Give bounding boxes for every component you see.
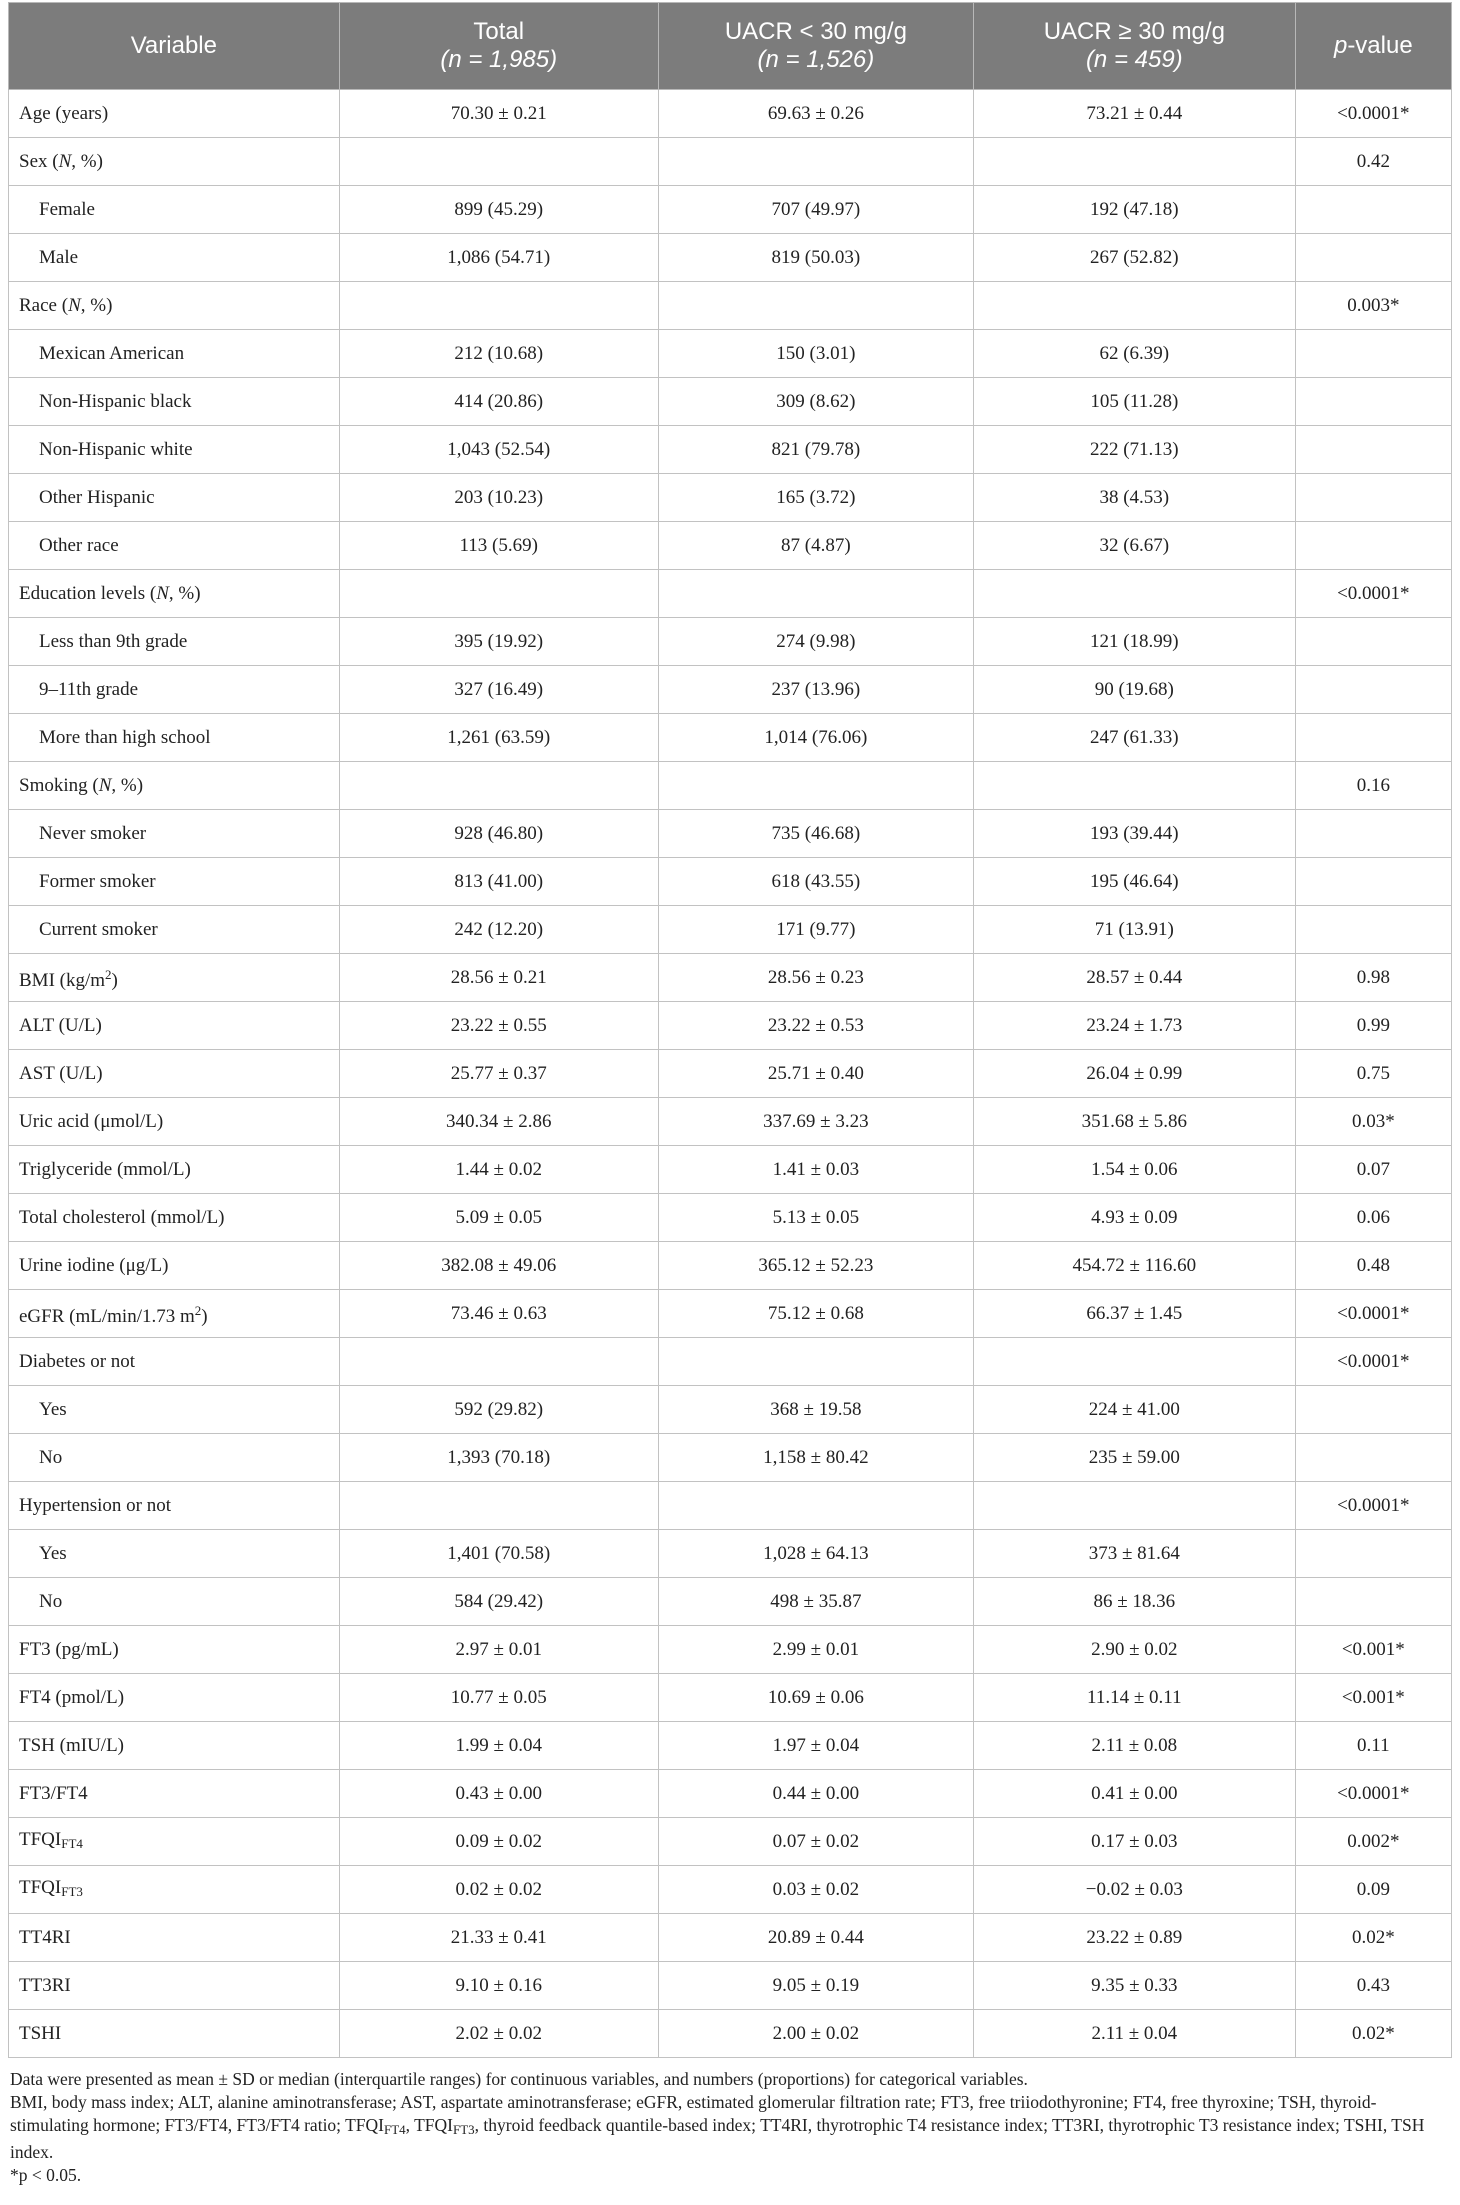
row-variable-label: No [9, 1578, 340, 1626]
row-total-value: 28.56 ± 0.21 [339, 954, 658, 1002]
row-p-value: 0.002* [1295, 1818, 1451, 1866]
row-p-value: 0.07 [1295, 1146, 1451, 1194]
row-uacr-low-value: 365.12 ± 52.23 [658, 1242, 973, 1290]
footnote-significance: *p < 0.05. [10, 2165, 82, 2185]
row-variable-label: TSHI [9, 2010, 340, 2058]
row-p-value [1295, 1578, 1451, 1626]
row-uacr-high-value: 454.72 ± 116.60 [973, 1242, 1295, 1290]
row-uacr-high-value: 222 (71.13) [973, 426, 1295, 474]
row-total-value [339, 1482, 658, 1530]
row-total-value: 10.77 ± 0.05 [339, 1674, 658, 1722]
row-variable-label: $TFQI_{FT4}$ [9, 1818, 340, 1866]
row-variable-label: Mexican American [9, 330, 340, 378]
row-p-value [1295, 714, 1451, 762]
row-uacr-high-value: 267 (52.82) [973, 234, 1295, 282]
row-uacr-high-value: 2.11 ± 0.04 [973, 2010, 1295, 2058]
row-uacr-high-value: 11.14 ± 0.11 [973, 1674, 1295, 1722]
row-uacr-high-value: 235 ± 59.00 [973, 1434, 1295, 1482]
table-row [9, 1914, 1452, 1962]
row-p-value: <0.0001* [1295, 1338, 1451, 1386]
row-variable-label: TT3RI [9, 1962, 340, 2010]
row-p-value [1295, 234, 1451, 282]
row-uacr-high-value: 1.54 ± 0.06 [973, 1146, 1295, 1194]
row-variable-label: Other race [9, 522, 340, 570]
row-total-value: 1.99 ± 0.04 [339, 1722, 658, 1770]
header-row [9, 3, 1452, 90]
row-p-value: 0.48 [1295, 1242, 1451, 1290]
row-p-value: 0.43 [1295, 1962, 1451, 2010]
row-total-value: 73.46 ± 0.63 [339, 1290, 658, 1338]
row-p-value [1295, 186, 1451, 234]
row-uacr-low-value: 819 (50.03) [658, 234, 973, 282]
table-row [9, 1098, 1452, 1146]
row-total-value: 899 (45.29) [339, 186, 658, 234]
row-variable-label: $TFQI_{FT3}$ [9, 1866, 340, 1914]
table-row [9, 1146, 1452, 1194]
row-variable-label: Age (years) [9, 90, 340, 138]
row-p-value: <0.001* [1295, 1626, 1451, 1674]
table-row [9, 426, 1452, 474]
row-uacr-high-value: 121 (18.99) [973, 618, 1295, 666]
table-row [9, 1770, 1452, 1818]
row-uacr-low-value: 1,028 ± 64.13 [658, 1530, 973, 1578]
row-uacr-high-value: 38 (4.53) [973, 474, 1295, 522]
row-uacr-low-value: 10.69 ± 0.06 [658, 1674, 973, 1722]
table-row [9, 138, 1452, 186]
row-variable-label: FT3 (pg/mL) [9, 1626, 340, 1674]
row-variable-label: Total cholesterol (mmol/L) [9, 1194, 340, 1242]
row-p-value: 0.98 [1295, 954, 1451, 1002]
row-p-value: <0.0001* [1295, 570, 1451, 618]
row-uacr-low-value: 0.03 ± 0.02 [658, 1866, 973, 1914]
header-p-value: p-value [1295, 3, 1451, 90]
header-high-n: (n = 459) [1085, 46, 1183, 73]
row-variable-label: TSH (mIU/L) [9, 1722, 340, 1770]
table-row [9, 1242, 1452, 1290]
row-uacr-high-value: 23.24 ± 1.73 [973, 1002, 1295, 1050]
row-variable-label: Smoking (N, %) [9, 762, 340, 810]
table-row [9, 666, 1452, 714]
row-p-value: 0.003* [1295, 282, 1451, 330]
row-variable-label: Current smoker [9, 906, 340, 954]
row-p-value: 0.75 [1295, 1050, 1451, 1098]
row-p-value [1295, 1530, 1451, 1578]
row-uacr-low-value: 821 (79.78) [658, 426, 973, 474]
row-uacr-low-value: 498 ± 35.87 [658, 1578, 973, 1626]
row-p-value [1295, 1434, 1451, 1482]
row-total-value: 340.34 ± 2.86 [339, 1098, 658, 1146]
row-p-value: <0.0001* [1295, 1290, 1451, 1338]
row-total-value [339, 1338, 658, 1386]
row-variable-label: eGFR (mL/min/1.73 $m^2$) [9, 1290, 340, 1338]
row-variable-label: Diabetes or not [9, 1338, 340, 1386]
row-total-value: 0.09 ± 0.02 [339, 1818, 658, 1866]
header-low-n: (n = 1,526) [757, 46, 875, 73]
row-uacr-high-value [973, 1482, 1295, 1530]
row-p-value [1295, 1386, 1451, 1434]
row-total-value: 203 (10.23) [339, 474, 658, 522]
table-row [9, 186, 1452, 234]
row-total-value [339, 138, 658, 186]
row-total-value: 327 (16.49) [339, 666, 658, 714]
row-variable-label: More than high school [9, 714, 340, 762]
row-uacr-low-value: 274 (9.98) [658, 618, 973, 666]
row-p-value: 0.02* [1295, 1914, 1451, 1962]
row-uacr-high-value [973, 570, 1295, 618]
row-uacr-high-value: 0.17 ± 0.03 [973, 1818, 1295, 1866]
table-row [9, 2010, 1452, 2058]
table-footnotes [8, 2068, 1452, 2187]
row-total-value: 0.02 ± 0.02 [339, 1866, 658, 1914]
table-row [9, 1386, 1452, 1434]
row-variable-label: AST (U/L) [9, 1050, 340, 1098]
table-row [9, 90, 1452, 138]
footnote-abbreviations: BMI, body mass index; ALT, alanine aminotransferase; AST, aspartate aminotransferase; eGFR, estimated glomerular filtration rate; FT3, free triiodothyronine; FT4, free thyroxine; TSH, thyroid-stimulating hormone; FT3/FT4, FT3/FT4 ratio; $TFQI_{FT4}$, $TFQI_{FT3}$, thyroid feedback quantile-based index; TT4RI, thyrotrophic T4 resistance index; TT3RI, thyrotrophic T3 resistance index; TSHI, TSH index. [10, 2092, 1425, 2162]
row-total-value: 25.77 ± 0.37 [339, 1050, 658, 1098]
row-p-value [1295, 810, 1451, 858]
row-total-value: 382.08 ± 49.06 [339, 1242, 658, 1290]
row-variable-label: Yes [9, 1530, 340, 1578]
table-row [9, 906, 1452, 954]
row-uacr-high-value: 90 (19.68) [973, 666, 1295, 714]
row-p-value: <0.001* [1295, 1674, 1451, 1722]
footnote-data-description: Data were presented as mean ± SD or median (interquartile ranges) for continuous variables, and numbers (proportions) for categorical variables. [10, 2069, 1028, 2089]
row-total-value: 1,401 (70.58) [339, 1530, 658, 1578]
row-total-value: 584 (29.42) [339, 1578, 658, 1626]
row-uacr-low-value: 309 (8.62) [658, 378, 973, 426]
table-row [9, 714, 1452, 762]
row-uacr-low-value: 150 (3.01) [658, 330, 973, 378]
row-total-value: 242 (12.20) [339, 906, 658, 954]
row-uacr-high-value [973, 1338, 1295, 1386]
row-total-value: 70.30 ± 0.21 [339, 90, 658, 138]
row-total-value: 21.33 ± 0.41 [339, 1914, 658, 1962]
row-uacr-low-value: 25.71 ± 0.40 [658, 1050, 973, 1098]
row-uacr-high-value: 193 (39.44) [973, 810, 1295, 858]
table-row [9, 1194, 1452, 1242]
row-total-value: 0.43 ± 0.00 [339, 1770, 658, 1818]
row-p-value [1295, 474, 1451, 522]
row-total-value: 414 (20.86) [339, 378, 658, 426]
row-uacr-high-value: 23.22 ± 0.89 [973, 1914, 1295, 1962]
header-variable: Variable [9, 3, 340, 90]
row-variable-label: Non-Hispanic black [9, 378, 340, 426]
row-uacr-low-value: 20.89 ± 0.44 [658, 1914, 973, 1962]
table-row [9, 1050, 1452, 1098]
row-total-value: 9.10 ± 0.16 [339, 1962, 658, 2010]
row-total-value: 5.09 ± 0.05 [339, 1194, 658, 1242]
row-p-value: 0.42 [1295, 138, 1451, 186]
table-row [9, 378, 1452, 426]
table-row [9, 330, 1452, 378]
row-uacr-low-value [658, 138, 973, 186]
table-row [9, 954, 1452, 1002]
row-p-value [1295, 906, 1451, 954]
row-variable-label: Less than 9th grade [9, 618, 340, 666]
row-p-value: 0.99 [1295, 1002, 1451, 1050]
row-p-value: 0.09 [1295, 1866, 1451, 1914]
table-row [9, 1002, 1452, 1050]
row-uacr-low-value: 735 (46.68) [658, 810, 973, 858]
row-uacr-low-value: 5.13 ± 0.05 [658, 1194, 973, 1242]
row-uacr-high-value: 2.90 ± 0.02 [973, 1626, 1295, 1674]
row-uacr-low-value: 1,014 (76.06) [658, 714, 973, 762]
row-uacr-high-value: 73.21 ± 0.44 [973, 90, 1295, 138]
row-variable-label: Yes [9, 1386, 340, 1434]
row-p-value [1295, 618, 1451, 666]
row-uacr-high-value [973, 762, 1295, 810]
table-container [8, 2, 1452, 2187]
row-variable-label: Female [9, 186, 340, 234]
row-total-value: 212 (10.68) [339, 330, 658, 378]
row-uacr-high-value: 71 (13.91) [973, 906, 1295, 954]
row-total-value: 2.97 ± 0.01 [339, 1626, 658, 1674]
table-row [9, 1866, 1452, 1914]
row-uacr-low-value: 165 (3.72) [658, 474, 973, 522]
row-variable-label: No [9, 1434, 340, 1482]
row-uacr-low-value: 87 (4.87) [658, 522, 973, 570]
row-uacr-high-value [973, 282, 1295, 330]
row-uacr-low-value: 0.07 ± 0.02 [658, 1818, 973, 1866]
table-row [9, 522, 1452, 570]
row-total-value: 1,393 (70.18) [339, 1434, 658, 1482]
row-uacr-low-value [658, 1338, 973, 1386]
row-variable-label: Uric acid (μmol/L) [9, 1098, 340, 1146]
row-uacr-high-value: 192 (47.18) [973, 186, 1295, 234]
row-p-value [1295, 330, 1451, 378]
table-row [9, 1578, 1452, 1626]
table-row [9, 762, 1452, 810]
row-uacr-high-value: −0.02 ± 0.03 [973, 1866, 1295, 1914]
row-uacr-high-value: 247 (61.33) [973, 714, 1295, 762]
row-total-value: 1,261 (63.59) [339, 714, 658, 762]
row-total-value [339, 762, 658, 810]
row-uacr-high-value: 86 ± 18.36 [973, 1578, 1295, 1626]
table-row [9, 1530, 1452, 1578]
table-body [9, 90, 1452, 2058]
header-total: Total (n = 1,985) [339, 3, 658, 90]
row-variable-label: Race (N, %) [9, 282, 340, 330]
table-row [9, 234, 1452, 282]
row-uacr-high-value: 2.11 ± 0.08 [973, 1722, 1295, 1770]
table-row [9, 1338, 1452, 1386]
row-uacr-low-value [658, 762, 973, 810]
row-uacr-low-value [658, 282, 973, 330]
row-variable-label: FT3/FT4 [9, 1770, 340, 1818]
characteristics-table [8, 2, 1452, 2058]
row-p-value: 0.02* [1295, 2010, 1451, 2058]
row-p-value [1295, 666, 1451, 714]
row-uacr-high-value: 0.41 ± 0.00 [973, 1770, 1295, 1818]
row-variable-label: Urine iodine (μg/L) [9, 1242, 340, 1290]
row-p-value: 0.16 [1295, 762, 1451, 810]
row-uacr-high-value: 9.35 ± 0.33 [973, 1962, 1295, 2010]
header-uacr-low: UACR < 30 mg/g (n = 1,526) [658, 3, 973, 90]
table-row [9, 1290, 1452, 1338]
row-uacr-low-value: 0.44 ± 0.00 [658, 1770, 973, 1818]
row-uacr-low-value: 1.41 ± 0.03 [658, 1146, 973, 1194]
table-row [9, 1626, 1452, 1674]
row-variable-label: Non-Hispanic white [9, 426, 340, 474]
table-row [9, 1962, 1452, 2010]
row-total-value: 2.02 ± 0.02 [339, 2010, 658, 2058]
table-row [9, 282, 1452, 330]
row-uacr-low-value: 2.99 ± 0.01 [658, 1626, 973, 1674]
row-uacr-high-value: 4.93 ± 0.09 [973, 1194, 1295, 1242]
row-p-value: <0.0001* [1295, 90, 1451, 138]
row-variable-label: Male [9, 234, 340, 282]
row-p-value: 0.11 [1295, 1722, 1451, 1770]
row-variable-label: TT4RI [9, 1914, 340, 1962]
row-total-value: 113 (5.69) [339, 522, 658, 570]
row-total-value: 592 (29.82) [339, 1386, 658, 1434]
table-row [9, 1818, 1452, 1866]
row-total-value: 1.44 ± 0.02 [339, 1146, 658, 1194]
row-uacr-low-value: 368 ± 19.58 [658, 1386, 973, 1434]
row-uacr-high-value: 32 (6.67) [973, 522, 1295, 570]
row-p-value: <0.0001* [1295, 1770, 1451, 1818]
table-row [9, 1434, 1452, 1482]
row-variable-label: Never smoker [9, 810, 340, 858]
row-p-value: <0.0001* [1295, 1482, 1451, 1530]
table-row [9, 1482, 1452, 1530]
table-row [9, 618, 1452, 666]
row-uacr-low-value: 23.22 ± 0.53 [658, 1002, 973, 1050]
row-uacr-high-value: 195 (46.64) [973, 858, 1295, 906]
row-uacr-high-value: 105 (11.28) [973, 378, 1295, 426]
table-row [9, 1722, 1452, 1770]
row-uacr-low-value: 1,158 ± 80.42 [658, 1434, 973, 1482]
table-row [9, 570, 1452, 618]
row-uacr-low-value: 618 (43.55) [658, 858, 973, 906]
row-p-value [1295, 858, 1451, 906]
row-uacr-high-value [973, 138, 1295, 186]
row-total-value: 928 (46.80) [339, 810, 658, 858]
row-p-value [1295, 378, 1451, 426]
row-uacr-low-value: 237 (13.96) [658, 666, 973, 714]
row-p-value: 0.03* [1295, 1098, 1451, 1146]
row-uacr-low-value: 337.69 ± 3.23 [658, 1098, 973, 1146]
row-uacr-low-value: 69.63 ± 0.26 [658, 90, 973, 138]
row-total-value: 395 (19.92) [339, 618, 658, 666]
row-variable-label: Triglyceride (mmol/L) [9, 1146, 340, 1194]
row-uacr-high-value: 373 ± 81.64 [973, 1530, 1295, 1578]
row-uacr-low-value [658, 570, 973, 618]
row-variable-label: ALT (U/L) [9, 1002, 340, 1050]
table-row [9, 474, 1452, 522]
header-uacr-high: UACR ≥ 30 mg/g (n = 459) [973, 3, 1295, 90]
row-variable-label: 9–11th grade [9, 666, 340, 714]
row-total-value [339, 570, 658, 618]
row-variable-label: BMI $(kg/m^2)$ [9, 954, 340, 1002]
row-uacr-high-value: 26.04 ± 0.99 [973, 1050, 1295, 1098]
row-uacr-high-value: 62 (6.39) [973, 330, 1295, 378]
row-variable-label: Other Hispanic [9, 474, 340, 522]
row-uacr-low-value [658, 1482, 973, 1530]
row-total-value: 813 (41.00) [339, 858, 658, 906]
row-total-value: 1,086 (54.71) [339, 234, 658, 282]
header-total-n: (n = 1,985) [440, 46, 558, 73]
row-uacr-high-value: 351.68 ± 5.86 [973, 1098, 1295, 1146]
row-p-value [1295, 522, 1451, 570]
row-variable-label: Former smoker [9, 858, 340, 906]
row-uacr-low-value: 2.00 ± 0.02 [658, 2010, 973, 2058]
row-variable-label: Sex (N, %) [9, 138, 340, 186]
row-uacr-low-value: 1.97 ± 0.04 [658, 1722, 973, 1770]
row-uacr-low-value: 75.12 ± 0.68 [658, 1290, 973, 1338]
row-uacr-low-value: 171 (9.77) [658, 906, 973, 954]
table-row [9, 810, 1452, 858]
row-variable-label: Education levels (N, %) [9, 570, 340, 618]
row-uacr-high-value: 28.57 ± 0.44 [973, 954, 1295, 1002]
row-uacr-high-value: 224 ± 41.00 [973, 1386, 1295, 1434]
row-p-value: 0.06 [1295, 1194, 1451, 1242]
table-row [9, 858, 1452, 906]
row-total-value [339, 282, 658, 330]
row-uacr-low-value: 28.56 ± 0.23 [658, 954, 973, 1002]
row-variable-label: Hypertension or not [9, 1482, 340, 1530]
row-total-value: 23.22 ± 0.55 [339, 1002, 658, 1050]
row-uacr-low-value: 9.05 ± 0.19 [658, 1962, 973, 2010]
row-p-value [1295, 426, 1451, 474]
table-row [9, 1674, 1452, 1722]
row-uacr-high-value: 66.37 ± 1.45 [973, 1290, 1295, 1338]
row-total-value: 1,043 (52.54) [339, 426, 658, 474]
row-variable-label: FT4 (pmol/L) [9, 1674, 340, 1722]
row-uacr-low-value: 707 (49.97) [658, 186, 973, 234]
